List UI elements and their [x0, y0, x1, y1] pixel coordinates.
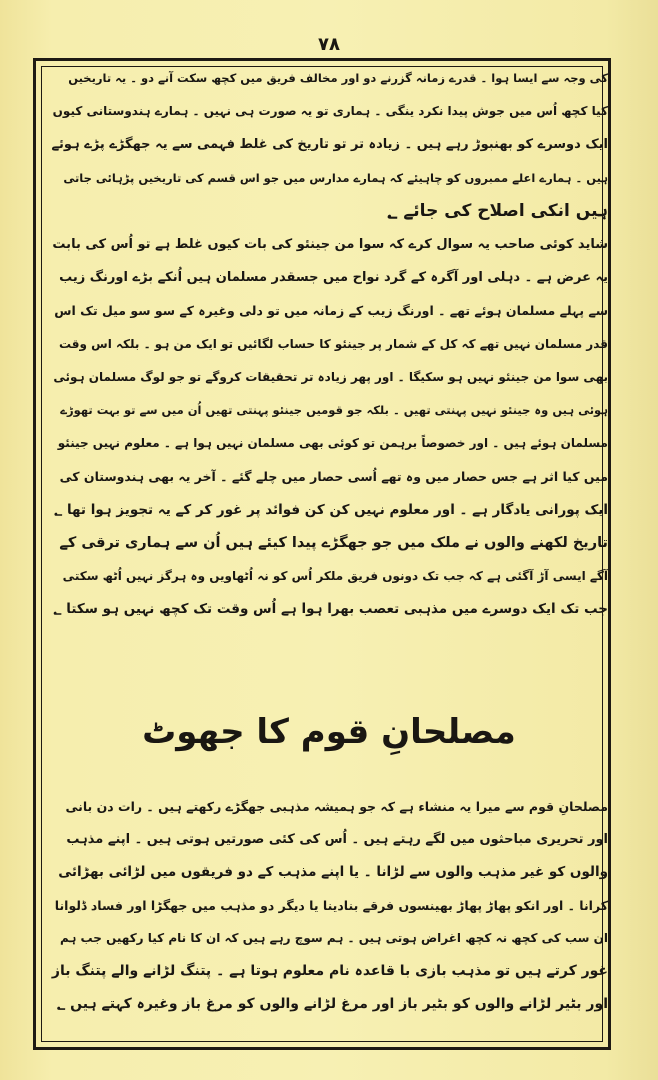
- text-line: ہوئی ہیں وہ جینئو نہیں پہنتی تھیں ۔ بلکہ جو قومیں جینئو پہنتی تھیں اُن میں سے تو بہت تھوڑے: [60, 403, 608, 418]
- text-line: یہ عرض ہے ۔ دہلی اور آگرہ کے گرد نواح میں جسقدر مسلمان ہیں اُنکے بڑے اورنگ زیب: [59, 270, 608, 286]
- text-line: والوں کو غیر مذہب والوں سے لڑانا ۔ یا اپنے مذہب کے دو فریقوں میں لڑائی بھڑائی: [58, 864, 608, 880]
- page-number: ۷۸: [318, 34, 340, 55]
- text-line: کیا کچھ اُس میں جوش پیدا نکرد ینگی ۔ ہماری تو یہ صورت ہی نہیں ۔ ہمارے ہندوستانی کیوں: [52, 104, 608, 119]
- text-line: شاید کوئی صاحب یہ سوال کرے کہ سوا من جینئو کی بات کیوں غلط ہے تو اُس کی بابت: [52, 237, 608, 253]
- text-line: کی وجہ سے ایسا ہوا ۔ قدرے زمانہ گزرنے دو اور مخالف فریق میں کچھ سکت آنے دو ۔ یہ تاریخیں: [68, 71, 608, 85]
- text-line: سے پہلے مسلمان ہوئے تھے ۔ اورنگ زیب کے زمانہ میں تو دلی وغیرہ کے سو سو میل تک اس: [54, 303, 608, 319]
- text-line: ایک دوسرے کو بھنبوڑ رہے ہیں ۔ زیادہ تر تو تاریخ کی غلط فہمی سے یہ جھگڑے پڑے ہوئے: [51, 137, 608, 153]
- text-line: اور بٹیر لڑانے والوں کو بٹیر باز اور مرغ لڑانے والوں کو مرغ باز وغیرہ کہتے ہیں ؂: [57, 996, 608, 1012]
- text-line: آگے ایسی آڑ آگئی ہے کہ جب تک دونوں فریق ملکر اُس کو نہ اُٹھاویں وہ ہرگز نہیں اُٹھ سکتی: [62, 569, 608, 584]
- text-line: ان سب کی کچھ نہ کچھ اغراض ہوتی ہیں ۔ ہم سوچ رہے ہیں کہ ان کا نام کیا رکھیں جب ہم: [59, 931, 608, 945]
- text-line: مسلمان ہوئے ہیں ۔ اور خصوصاً برہمن تو کوئی بھی مسلمان نہیں ہوا ہے ۔ معلوم نہیں جینئو: [57, 436, 608, 451]
- text-line: ایک پورانی یادگار ہے ۔ اور معلوم نہیں کن کن فوائد پر غور کر کے یہ تجویز ہوا تھا ؂: [54, 501, 608, 518]
- text-line: ہیں ۔ ہمارے اعلے ممبروں کو چاہیئے کہ ہمارے مدارس میں جو اس قسم کی تاریخیں پڑہائی جاتی: [63, 170, 608, 185]
- text-line: اور تحریری مباحثوں میں لگے رہتے ہیں ۔ اُس کی کئی صورتیں ہوتی ہیں ۔ اپنے مذہب: [66, 832, 608, 847]
- text-line: مصلحانِ قوم سے میرا یہ منشاء ہے کہ جو ہمیشہ مذہبی جھگڑے رکھتے ہیں ۔ رات دن بانی: [65, 799, 608, 814]
- text-line: قدر مسلمان نہیں تھے کہ کل کے شمار پر جینئو کا حساب لگائیں تو ایک من ہو ۔ بلکہ اس وقت: [58, 336, 608, 351]
- text-line: کرانا ۔ اور انکو پھاڑ پھاڑ بھینسوں فرقے بنادینا یا دیگر دو مذہب میں جھگڑا اور فساد ڈلوانا: [54, 898, 608, 913]
- section-heading: مصلحانِ قوم کا جھوٹ: [142, 712, 516, 752]
- text-block-lower: [48, 790, 608, 1021]
- text-line: غور کرتے ہیں تو مذہب بازی با قاعدہ نام معلوم ہوتا ہے ۔ پتنگ لڑانے والے پتنگ باز: [51, 963, 608, 979]
- text-line: بھی سوا من جینئو نہیں ہو سکیگا ۔ اور پھر زیادہ تر تحقیقات کروگے تو جو لوگ مسلمان ہوئی: [53, 369, 608, 384]
- text-line: جب تک ایک دوسرے میں مذہبی تعصب بھرا ہوا ہے اُس وقت تک کچھ نہیں ہو سکتا ؂: [53, 601, 608, 618]
- text-block-upper: [48, 62, 608, 626]
- text-line: ہیں انکی اصلاح کی جائے ؂: [387, 200, 608, 221]
- text-line: تاریخ لکھنے والوں نے ملک میں جو جھگڑے پیدا کیئے ہیں اُن سے ہماری ترقی کے: [59, 534, 608, 551]
- text-line: میں کیا اثر ہے جس حصار میں وہ تھے اُسی حصار میں چلے گئے ۔ آخر یہ بھی ہندوستان کی: [59, 469, 608, 485]
